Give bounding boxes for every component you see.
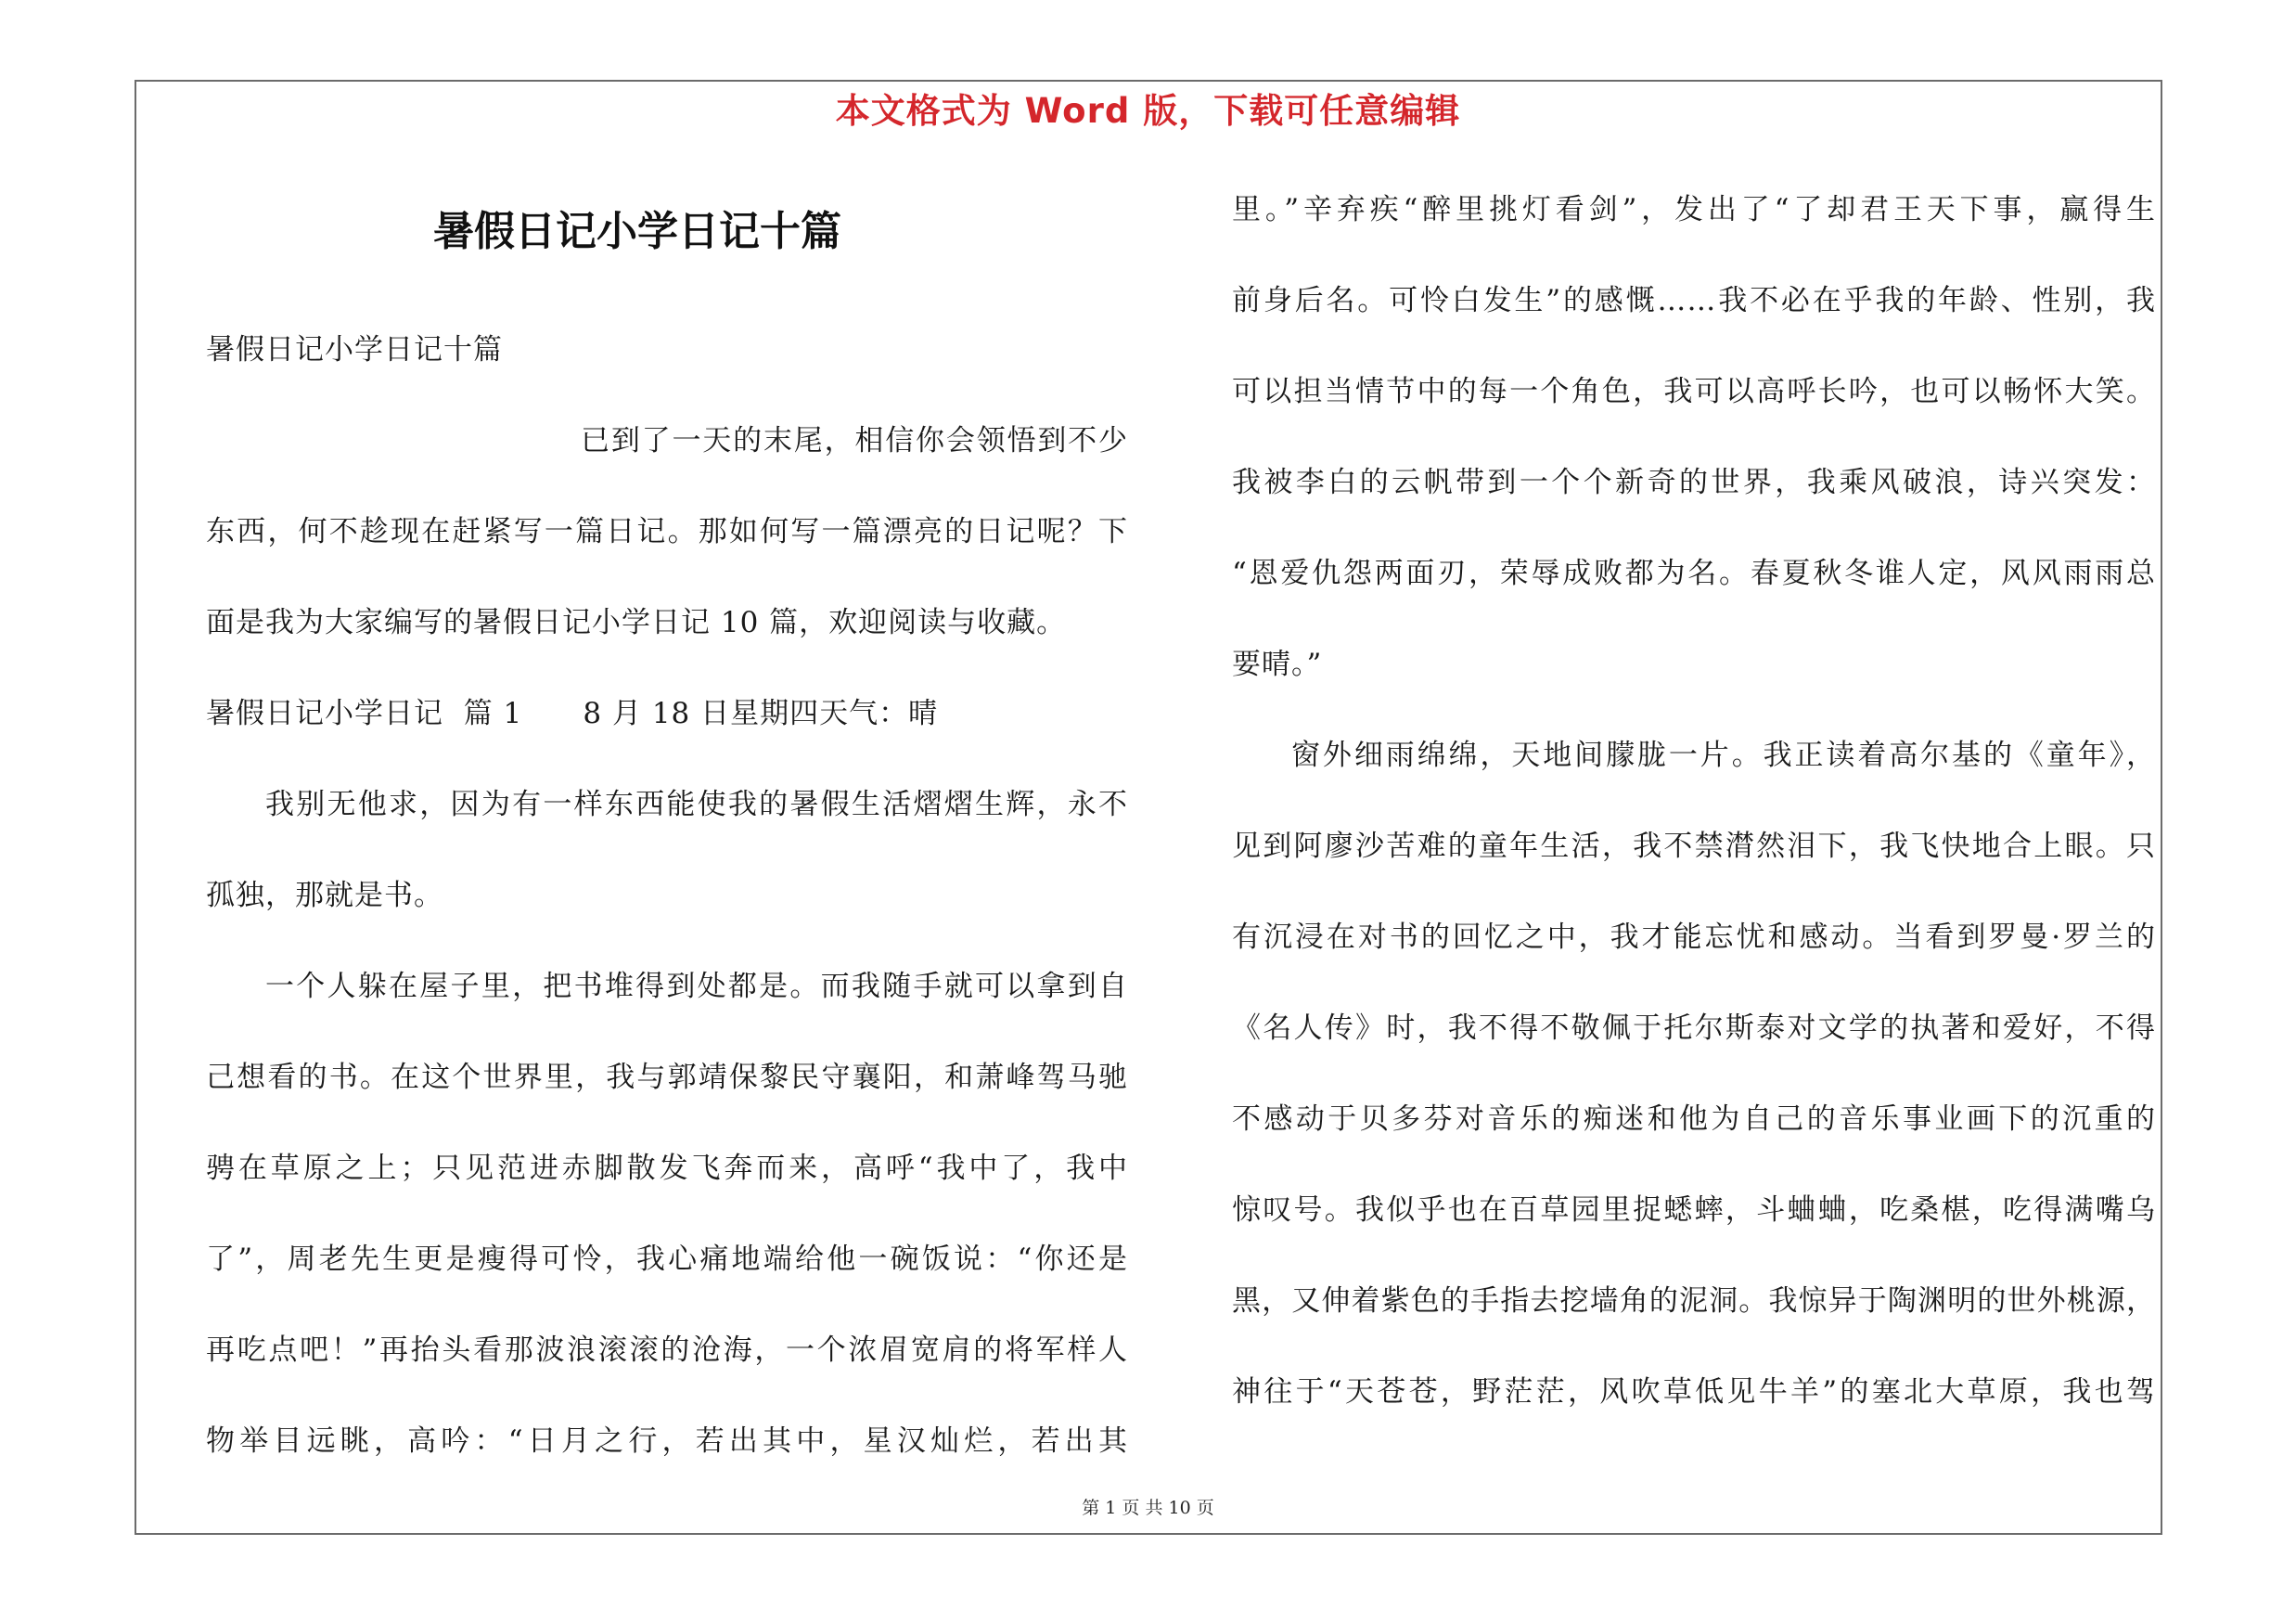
paragraph-line: 黑，又伸着紫色的手指去挖墙角的泥洞。我惊异于陶渊明的世外桃源， xyxy=(1232,1284,2156,1318)
document-title: 暑假日记小学日记十篇 xyxy=(433,208,841,255)
paragraph-line: 见到阿廖沙苦难的童年生活，我不禁潸然泪下，我飞快地合上眼。只 xyxy=(1232,830,2156,863)
paragraph-line: 前身后名。可怜白发生”的感慨……我不必在乎我的年龄、性别，我 xyxy=(1232,284,2156,317)
format-banner: 本文格式为 Word 版，下载可任意编辑 xyxy=(835,91,1461,131)
paragraph-line: 神往于“天苍苍，野茫茫，风吹草低见牛羊”的塞北大草原，我也驾 xyxy=(1232,1375,2156,1409)
paragraph-line: 一个人躲在屋子里，把书堆得到处都是。而我随手就可以拿到自 xyxy=(265,970,1128,1003)
paragraph-line: 里。”辛弃疾“醉里挑灯看剑”，发出了“了却君王天下事，赢得生 xyxy=(1232,193,2156,226)
paragraph-line: 我被李白的云帆带到一个个新奇的世界，我乘风破浪，诗兴突发： xyxy=(1232,466,2156,499)
intro-line: 面是我为大家编写的暑假日记小学日记 10 篇，欢迎阅读与收藏。 xyxy=(206,606,1067,639)
paragraph-line: 窗外细雨绵绵，天地间朦胧一片。我正读着高尔基的《童年》， xyxy=(1291,739,2156,772)
paragraph-line: 惊叹号。我似乎也在百草园里捉蟋蟀，斗蛐蛐，吃桑椹，吃得满嘴乌 xyxy=(1232,1193,2156,1227)
paragraph-line: 孤独，那就是书。 xyxy=(206,879,443,912)
paragraph-line: 再吃点吧！”再抬头看那波浪滚滚的沧海，一个浓眉宽肩的将军样人 xyxy=(206,1333,1128,1367)
paragraph-line: “恩爱仇怨两面刃，荣辱成败都为名。春夏秋冬谁人定，风风雨雨总 xyxy=(1232,557,2156,590)
paragraph-line: 要晴。” xyxy=(1232,648,1323,681)
page-number-footer: 第 1 页 共 10 页 xyxy=(1082,1498,1214,1518)
paragraph-line: 骋在草原之上；只见范进赤脚散发飞奔而来，高呼“我中了，我中 xyxy=(206,1152,1128,1185)
intro-line: 东西，何不趁现在赶紧写一篇日记。那如何写一篇漂亮的日记呢？下 xyxy=(206,515,1128,548)
paragraph-line: 有沉浸在对书的回忆之中，我才能忘忧和感动。当看到罗曼·罗兰的 xyxy=(1232,921,2156,954)
right-column xyxy=(1232,164,2156,1437)
entry-heading: 暑假日记小学日记 篇 1 8 月 18 日星期四天气：晴 xyxy=(206,697,939,730)
paragraph-line: 《名人传》时，我不得不敬佩于托尔斯泰对文学的执著和爱好，不得 xyxy=(1232,1011,2156,1045)
paragraph-line: 我别无他求，因为有一样东西能使我的暑假生活熠熠生辉，永不 xyxy=(265,788,1128,821)
paragraph-line: 了”，周老先生更是瘦得可怜，我心痛地端给他一碗饭说：“你还是 xyxy=(206,1243,1128,1276)
paragraph-line: 物举目远眺，高吟：“日月之行，若出其中，星汉灿烂，若出其 xyxy=(206,1424,1128,1458)
paragraph-line: 可以担当情节中的每一个角色，我可以高呼长吟，也可以畅怀大笑。 xyxy=(1232,375,2156,408)
paragraph-line: 己想看的书。在这个世界里，我与郭靖保黎民守襄阳，和萧峰驾马驰 xyxy=(206,1061,1128,1094)
paragraph-line: 不感动于贝多芬对音乐的痴迷和他为自己的音乐事业画下的沉重的 xyxy=(1232,1102,2156,1136)
subtitle-line: 暑假日记小学日记十篇 xyxy=(206,333,503,367)
left-column xyxy=(206,304,1128,1487)
intro-line: 已到了一天的末尾，相信你会领悟到不少 xyxy=(581,424,1128,457)
